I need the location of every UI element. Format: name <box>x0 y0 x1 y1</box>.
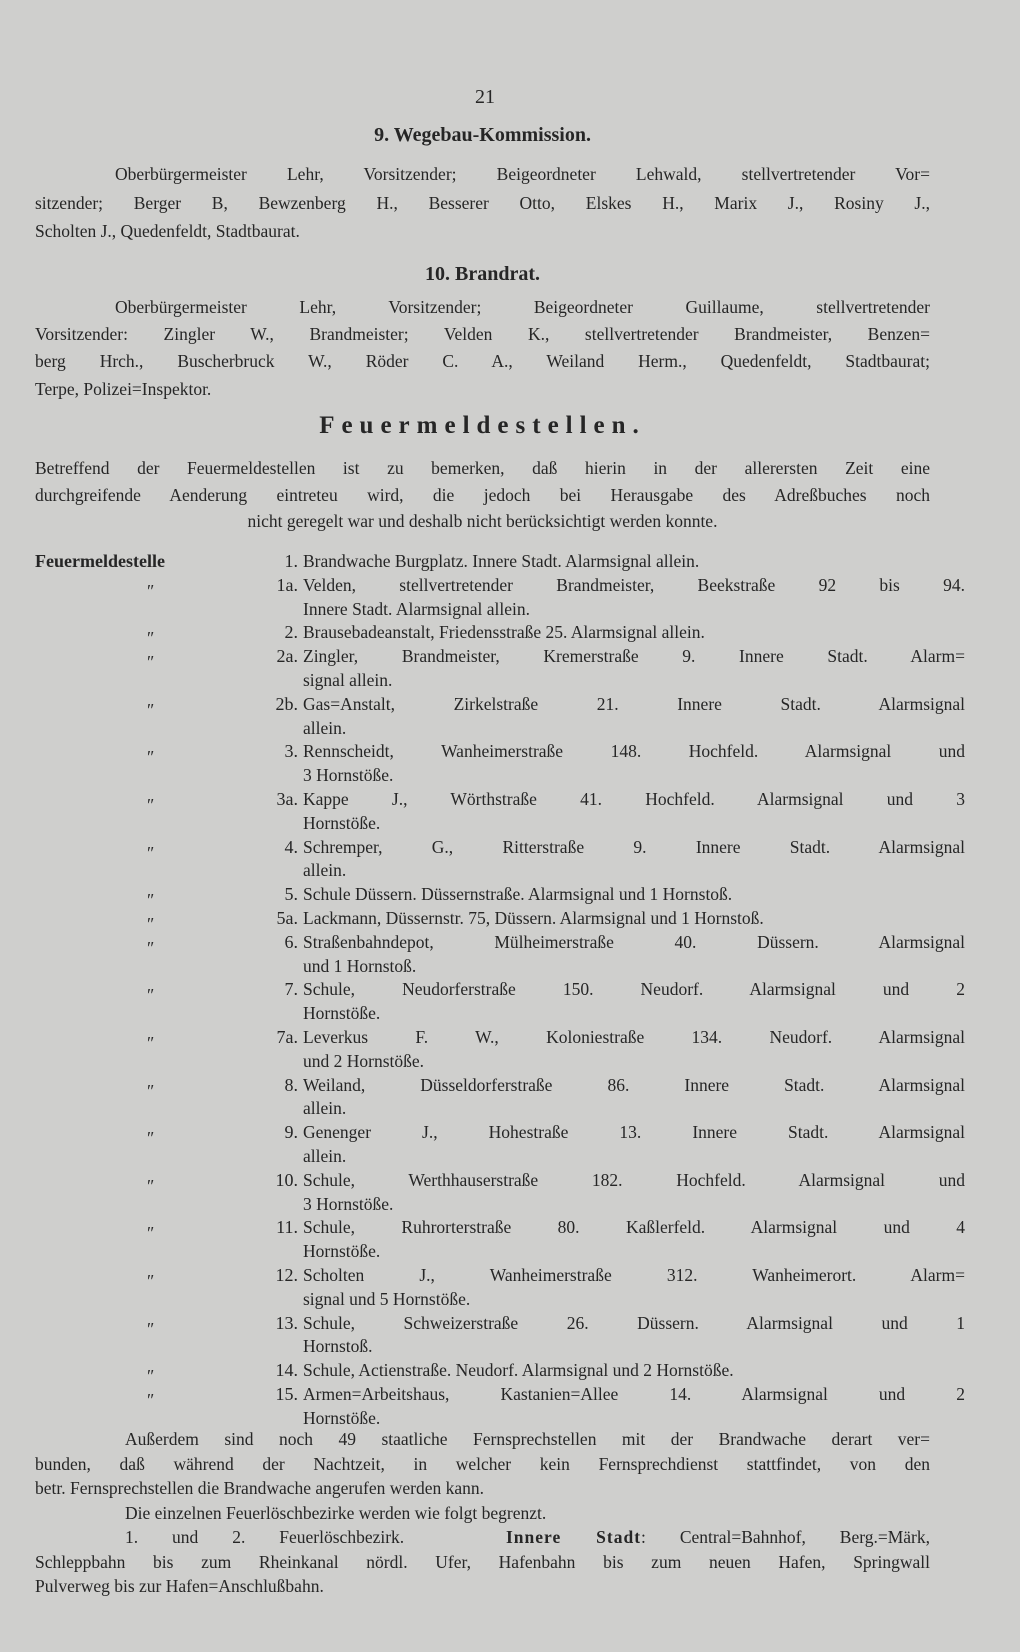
item-text: Hornstöße. <box>303 1407 381 1428</box>
ditto-mark: ″ <box>147 1128 155 1149</box>
item-text: Leverkus F. W., Koloniestraße 134. Neudorf. Alarmsignal <box>303 1026 965 1047</box>
item-text: allein. <box>303 717 347 738</box>
item-text: Brausebadeanstalt, Friedensstraße 25. Alarmsignal allein. <box>303 622 705 643</box>
text-line: betr. Fernsprechstellen die Brandwache angerufen werden kann. <box>35 1478 484 1498</box>
list-item-continuation <box>35 1145 930 1169</box>
district-prefix: 1. und 2. Feuerlöschbezirk. <box>125 1527 405 1547</box>
ditto-mark: ″ <box>147 1175 155 1196</box>
item-number: 2b. <box>275 693 298 714</box>
ditto-mark: ″ <box>147 580 155 601</box>
item-number: 12. <box>275 1264 298 1285</box>
item-number: 8. <box>284 1074 298 1095</box>
text-line: nicht geregelt war und deshalb nicht berücksichtigt werden konnte. <box>247 511 718 531</box>
item-text: Velden, stellvertretender Brandmeister, Beekstraße 92 bis 94. <box>303 574 965 595</box>
ditto-mark: ″ <box>147 842 155 863</box>
text-line: Scholten J., Quedenfeldt, Stadtbaurat. <box>35 221 300 241</box>
text-line: Betreffend der Feuermeldestellen ist zu bemerken, daß hierin in der allerersten Zeit eine <box>35 458 930 478</box>
item-number: 3. <box>284 741 298 762</box>
item-text: Schremper, G., Ritterstraße 9. Innere Stadt. Alarmsignal <box>303 836 965 857</box>
list-item-continuation <box>35 1193 930 1217</box>
text-line: Oberbürgermeister Lehr, Vorsitzender; Beigeordneter Lehwald, stellvertretender Vor= <box>115 164 930 184</box>
item-text: Armen=Arbeitshaus, Kastanien=Allee 14. Alarmsignal und 2 <box>303 1383 965 1404</box>
text-line: berg Hrch., Buscherbruck W., Röder C. A., Weiland Herm., Quedenfeldt, Stadtbaurat; <box>35 351 930 372</box>
list-item <box>35 1312 965 1339</box>
item-text: Hornstoß. <box>303 1336 373 1357</box>
list-item <box>35 907 930 934</box>
list-item <box>35 740 965 768</box>
item-text: signal und 5 Hornstöße. <box>303 1288 471 1309</box>
item-text: Schule, Neudorferstraße 150. Neudorf. Alarmsignal und 2 <box>303 979 965 1000</box>
item-number: 1. <box>284 551 298 571</box>
page-number: 21 <box>475 86 495 108</box>
text-line: durchgreifende Aenderung eintreteu wird, die jedoch bei Herausgabe des Adreßbuches noch <box>35 484 930 505</box>
text-line: Pulverweg bis zur Hafen=Anschlußbahn. <box>35 1576 324 1596</box>
item-number: 9. <box>284 1122 298 1143</box>
item-text: Innere Stadt. Alarmsignal allein. <box>303 598 530 619</box>
ditto-mark: ″ <box>147 1366 155 1387</box>
item-text: Brandwache Burgplatz. Innere Stadt. Alarmsignal allein. <box>303 551 700 571</box>
list-item <box>35 1359 930 1387</box>
item-text: und 2 Hornstöße. <box>303 1050 425 1071</box>
item-text: Scholten J., Wanheimerstraße 312. Wanheimerort. Alarm= <box>303 1264 965 1285</box>
feuermeldestellen-list <box>35 550 965 1430</box>
list-item-continuation <box>35 1335 930 1359</box>
ditto-mark: ″ <box>147 890 155 911</box>
list-item <box>35 931 965 958</box>
list-item <box>35 1264 965 1291</box>
item-text: Kappe J., Wörthstraße 41. Hochfeld. Alarmsignal und 3 <box>303 788 965 809</box>
list-item <box>35 836 965 863</box>
list-item-continuation <box>35 598 930 622</box>
item-text: Schule, Werthhauserstraße 182. Hochfeld. Alarmsignal und <box>303 1169 965 1190</box>
item-number: 2a. <box>276 646 298 667</box>
item-text: und 1 Hornstoß. <box>303 955 417 976</box>
ditto-mark: ″ <box>147 652 155 673</box>
ditto-mark: ″ <box>147 937 155 958</box>
item-text: 3 Hornstöße. <box>303 1193 394 1214</box>
ditto-mark: ″ <box>147 985 155 1006</box>
list-item-continuation <box>35 669 930 693</box>
item-text: Hornstöße. <box>303 1241 381 1262</box>
ditto-mark: ″ <box>147 1223 155 1244</box>
list-item-continuation <box>35 1097 930 1121</box>
item-number: 6. <box>284 931 298 952</box>
list-item-continuation <box>35 955 930 979</box>
ditto-mark: ″ <box>147 913 155 934</box>
item-text: allein. <box>303 860 347 881</box>
item-text: allein. <box>303 1098 347 1119</box>
list-item-continuation <box>35 717 930 741</box>
ditto-mark: ″ <box>147 794 155 815</box>
list-item <box>35 1121 965 1149</box>
list-item-continuation <box>35 764 930 788</box>
item-number: 2. <box>284 622 298 643</box>
list-item <box>35 621 930 649</box>
district-text: : Central=Bahnhof, Berg.=Märk, <box>641 1527 930 1547</box>
text-line: Außerdem sind noch 49 staatliche Fernsprechstellen mit der Brandwache derart ver= <box>125 1429 930 1449</box>
section-paragraph-wegebau <box>35 160 930 246</box>
feuermeldestellen-title: Feuermeldestellen. <box>319 412 646 439</box>
item-number: 4. <box>284 836 298 857</box>
section-paragraph-brandrat <box>35 294 930 403</box>
ditto-mark: ″ <box>147 1318 155 1339</box>
ditto-mark: ″ <box>147 1032 155 1053</box>
district-name: Innere Stadt <box>505 1527 642 1547</box>
closing-text <box>35 1427 930 1599</box>
list-item <box>35 550 930 574</box>
item-number: 7a. <box>276 1026 298 1047</box>
item-number: 5. <box>284 884 298 905</box>
text-line: Oberbürgermeister Lehr, Vorsitzender; Beigeordneter Guillaume, stellvertretender <box>115 297 930 317</box>
item-text: Hornstöße. <box>303 812 381 833</box>
item-text: Rennscheidt, Wanheimerstraße 148. Hochfeld. Alarmsignal und <box>303 741 965 762</box>
list-item <box>35 645 965 673</box>
item-number: 14. <box>275 1360 298 1381</box>
item-text: Weiland, Düsseldorferstraße 86. Innere Stadt. Alarmsignal <box>303 1074 965 1095</box>
text-line: Die einzelnen Feuerlöschbezirke werden wie folgt begrenzt. <box>125 1502 547 1523</box>
item-number: 5a. <box>276 907 298 928</box>
list-item-continuation <box>35 859 930 883</box>
item-number: 7. <box>284 979 298 1000</box>
item-text: Genenger J., Hohestraße 13. Innere Stadt. Alarmsignal <box>303 1122 965 1143</box>
list-item <box>35 1383 965 1410</box>
list-item <box>35 574 965 601</box>
list-item-continuation <box>35 812 930 836</box>
section-heading-wegebau: 9. Wegebau-Kommission. <box>374 124 591 146</box>
list-item-continuation <box>35 1240 930 1264</box>
feuermeldestellen-intro <box>35 455 930 535</box>
list-item <box>35 978 965 1006</box>
item-text: signal allein. <box>303 669 393 690</box>
text-line: Vorsitzender: Zingler W., Brandmeister; Velden K., stellvertretender Brandmeister, Benzen= <box>35 324 930 345</box>
list-item-continuation <box>35 1050 930 1074</box>
item-number: 11. <box>276 1217 298 1238</box>
list-item <box>35 883 930 911</box>
item-text: Lackmann, Düssernstr. 75, Düssern. Alarmsignal und 1 Hornstoß. <box>303 907 764 928</box>
text-line: sitzender; Berger B, Bewzenberg H., Besserer Otto, Elskes H., Marix J., Rosiny J., <box>35 192 930 213</box>
item-text: 3 Hornstöße. <box>303 765 394 786</box>
list-item <box>35 1169 965 1196</box>
list-label: Feuermeldestelle <box>35 551 165 571</box>
list-item-continuation <box>35 1288 930 1312</box>
list-item-continuation <box>35 1002 930 1026</box>
item-number: 13. <box>275 1312 298 1333</box>
text-line: Terpe, Polizei=Inspektor. <box>35 378 212 399</box>
ditto-mark: ″ <box>147 1080 155 1101</box>
item-text: Straßenbahndepot, Mülheimerstraße 40. Düssern. Alarmsignal <box>303 931 965 952</box>
item-text: allein. <box>303 1145 347 1166</box>
item-text: Gas=Anstalt, Zirkelstraße 21. Innere Stadt. Alarmsignal <box>303 693 965 714</box>
ditto-mark: ″ <box>147 1389 155 1410</box>
item-text: Hornstöße. <box>303 1003 381 1024</box>
item-number: 10. <box>275 1169 298 1190</box>
list-item <box>35 693 965 720</box>
item-number: 3a. <box>276 788 298 809</box>
item-text: Schule, Actienstraße. Neudorf. Alarmsignal und 2 Hornstöße. <box>303 1360 734 1381</box>
ditto-mark: ″ <box>147 628 155 649</box>
list-item <box>35 1026 965 1053</box>
list-item <box>35 788 965 815</box>
item-text: Schule, Ruhrorterstraße 80. Kaßlerfeld. Alarmsignal und 4 <box>303 1217 965 1238</box>
item-text: Schule, Schweizerstraße 26. Düssern. Alarmsignal und 1 <box>303 1312 965 1333</box>
item-text: Schule Düssern. Düssernstraße. Alarmsignal und 1 Hornstoß. <box>303 884 733 905</box>
item-number: 1a. <box>276 574 298 595</box>
section-heading-brandrat: 10. Brandrat. <box>425 263 540 285</box>
text-line: Schleppbahn bis zum Rheinkanal nördl. Ufer, Hafenbahn bis zum neuen Hafen, Springwall <box>35 1551 930 1572</box>
item-number: 15. <box>275 1383 298 1404</box>
text-line <box>35 1525 930 1550</box>
ditto-mark: ″ <box>147 747 155 768</box>
ditto-mark: ″ <box>147 1270 155 1291</box>
text-line: bunden, daß während der Nachtzeit, in welcher kein Fernsprechdienst stattfindet, von den <box>35 1453 930 1474</box>
ditto-mark: ″ <box>147 699 155 720</box>
item-text: Zingler, Brandmeister, Kremerstraße 9. Innere Stadt. Alarm= <box>303 646 965 667</box>
list-item <box>35 1074 965 1101</box>
list-item <box>35 1216 965 1244</box>
